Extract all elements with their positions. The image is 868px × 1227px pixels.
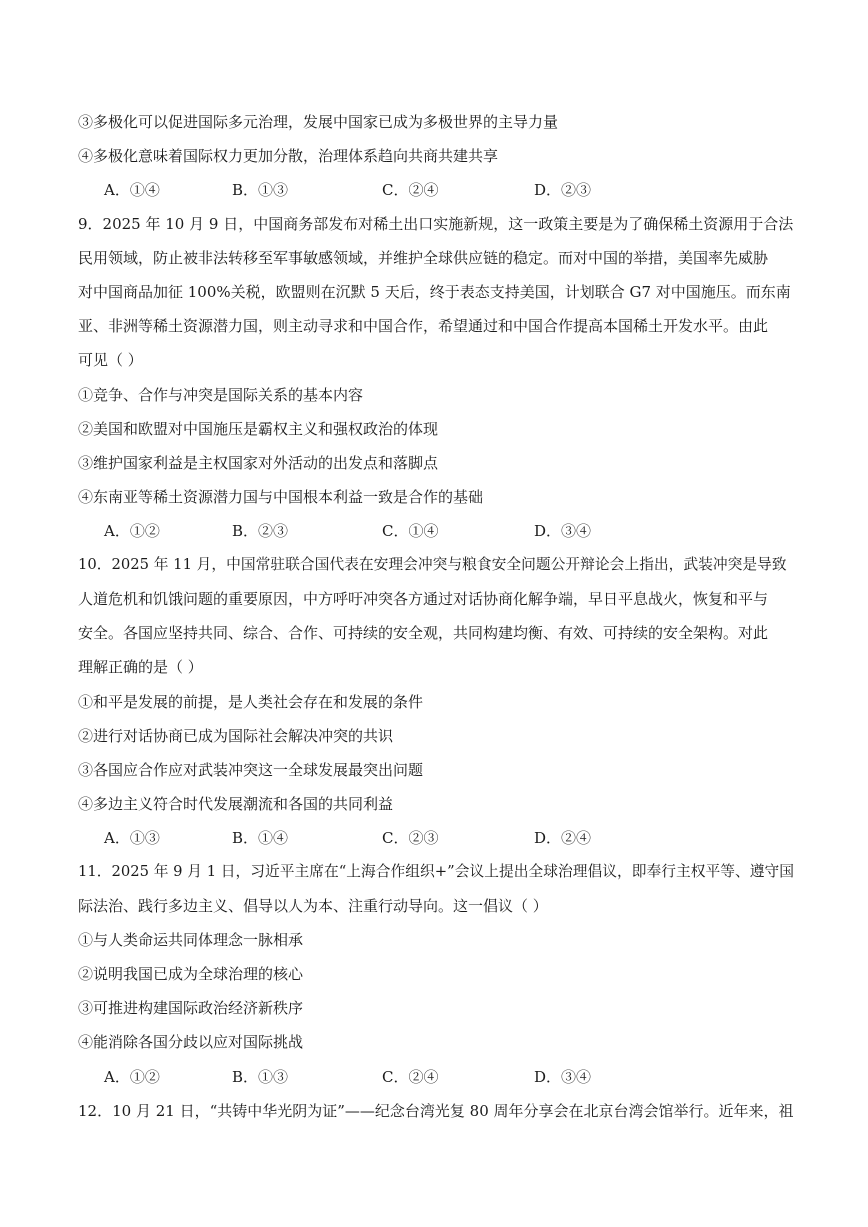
statement-item: ①竞争、合作与冲突是国际关系的基本内容 xyxy=(78,386,364,404)
question-stem-line: 安全。各国应坚持共同、综合、合作、可持续的安全观，共同构建均衡、有效、可持续的安全架构。对此 xyxy=(78,624,769,642)
option-c[interactable]: C．①④ xyxy=(382,522,439,540)
statement-item: ②说明我国已成为全球治理的核心 xyxy=(78,965,304,983)
question-stem-line: 理解正确的是（ ） xyxy=(78,658,203,676)
option-c[interactable]: C．②④ xyxy=(382,1068,439,1086)
statement-item: ④东南亚等稀土资源潜力国与中国根本利益一致是合作的基础 xyxy=(78,488,484,506)
option-a[interactable]: A．①② xyxy=(104,522,160,540)
option-b[interactable]: B．①④ xyxy=(232,829,289,847)
statement-item: ④多边主义符合时代发展潮流和各国的共同利益 xyxy=(78,795,394,813)
option-b[interactable]: B．②③ xyxy=(232,522,289,540)
option-a[interactable]: A．①③ xyxy=(104,829,160,847)
statement-item: ②进行对话协商已成为国际社会解决冲突的共识 xyxy=(78,727,394,745)
question-stem-line: 人道危机和饥饿问题的重要原因，中方呼吁冲突各方通过对话协商化解争端，早日平息战火，恢复和平与 xyxy=(78,590,769,608)
option-d[interactable]: D．③④ xyxy=(534,1068,592,1086)
statement-item: ③可推进构建国际政治经济新秩序 xyxy=(78,999,304,1017)
question-stem-line: 11．2025 年 9 月 1 日，习近平主席在“上海合作组织+”会议上提出全球治理倡议，即奉行主权平等、遵守国 xyxy=(78,863,794,880)
option-c[interactable]: C．②③ xyxy=(382,829,439,847)
option-d[interactable]: D．③④ xyxy=(534,522,592,540)
statement-item: ③维护国家利益是主权国家对外活动的出发点和落脚点 xyxy=(78,454,439,472)
option-b[interactable]: B．①③ xyxy=(232,181,289,199)
question-stem-line: 可见（ ） xyxy=(78,351,143,369)
option-d[interactable]: D．②③ xyxy=(534,181,592,199)
option-a[interactable]: A．①④ xyxy=(104,181,160,199)
option-b[interactable]: B．①③ xyxy=(232,1068,289,1086)
statement-item: ①与人类命运共同体理念一脉相承 xyxy=(78,931,304,949)
option-c[interactable]: C．②④ xyxy=(382,181,439,199)
question-stem-line: 民用领域，防止被非法转移至军事敏感领域，并维护全球供应链的稳定。而对中国的举措，美国率先威胁 xyxy=(78,249,769,267)
option-a[interactable]: A．①② xyxy=(104,1068,160,1086)
statement-item: ③各国应合作应对武装冲突这一全球发展最突出问题 xyxy=(78,761,424,779)
statement-item: ②美国和欧盟对中国施压是霸权主义和强权政治的体现 xyxy=(78,420,439,438)
statement-item: ④多极化意味着国际权力更加分散，治理体系趋向共商共建共享 xyxy=(78,147,499,165)
statement-item: ①和平是发展的前提，是人类社会存在和发展的条件 xyxy=(78,693,424,711)
option-d[interactable]: D．②④ xyxy=(534,829,592,847)
question-stem-line: 9．2025 年 10 月 9 日，中国商务部发布对稀土出口实施新规，这一政策主要是为了确保稀土资源用于合法 xyxy=(78,215,794,233)
statement-item: ④能消除各国分歧以应对国际挑战 xyxy=(78,1033,304,1051)
question-stem-line: 对中国商品加征 100%关税，欧盟则在沉默 5 天后，终于表态支持美国，计划联合 G7 对中国施压。而东南 xyxy=(78,283,791,301)
statement-item: ③多极化可以促进国际多元治理，发展中国家已成为多极世界的主导力量 xyxy=(78,113,559,131)
question-stem-line: 亚、非洲等稀土资源潜力国，则主动寻求和中国合作，希望通过和中国合作提高本国稀土开发水平。由此 xyxy=(78,317,769,335)
question-stem-line: 12．10 月 21 日，“共铸中华光阴为证”——纪念台湾光复 80 周年分享会在北京台湾会馆举行。近年来，祖 xyxy=(78,1102,794,1120)
question-stem-line: 际法治、践行多边主义、倡导以人为本、注重行动导向。这一倡议（ ） xyxy=(78,897,548,915)
question-stem-line: 10．2025 年 11 月，中国常驻联合国代表在安理会冲突与粮食安全问题公开辩论会上指出，武装冲突是导致 xyxy=(78,556,787,573)
